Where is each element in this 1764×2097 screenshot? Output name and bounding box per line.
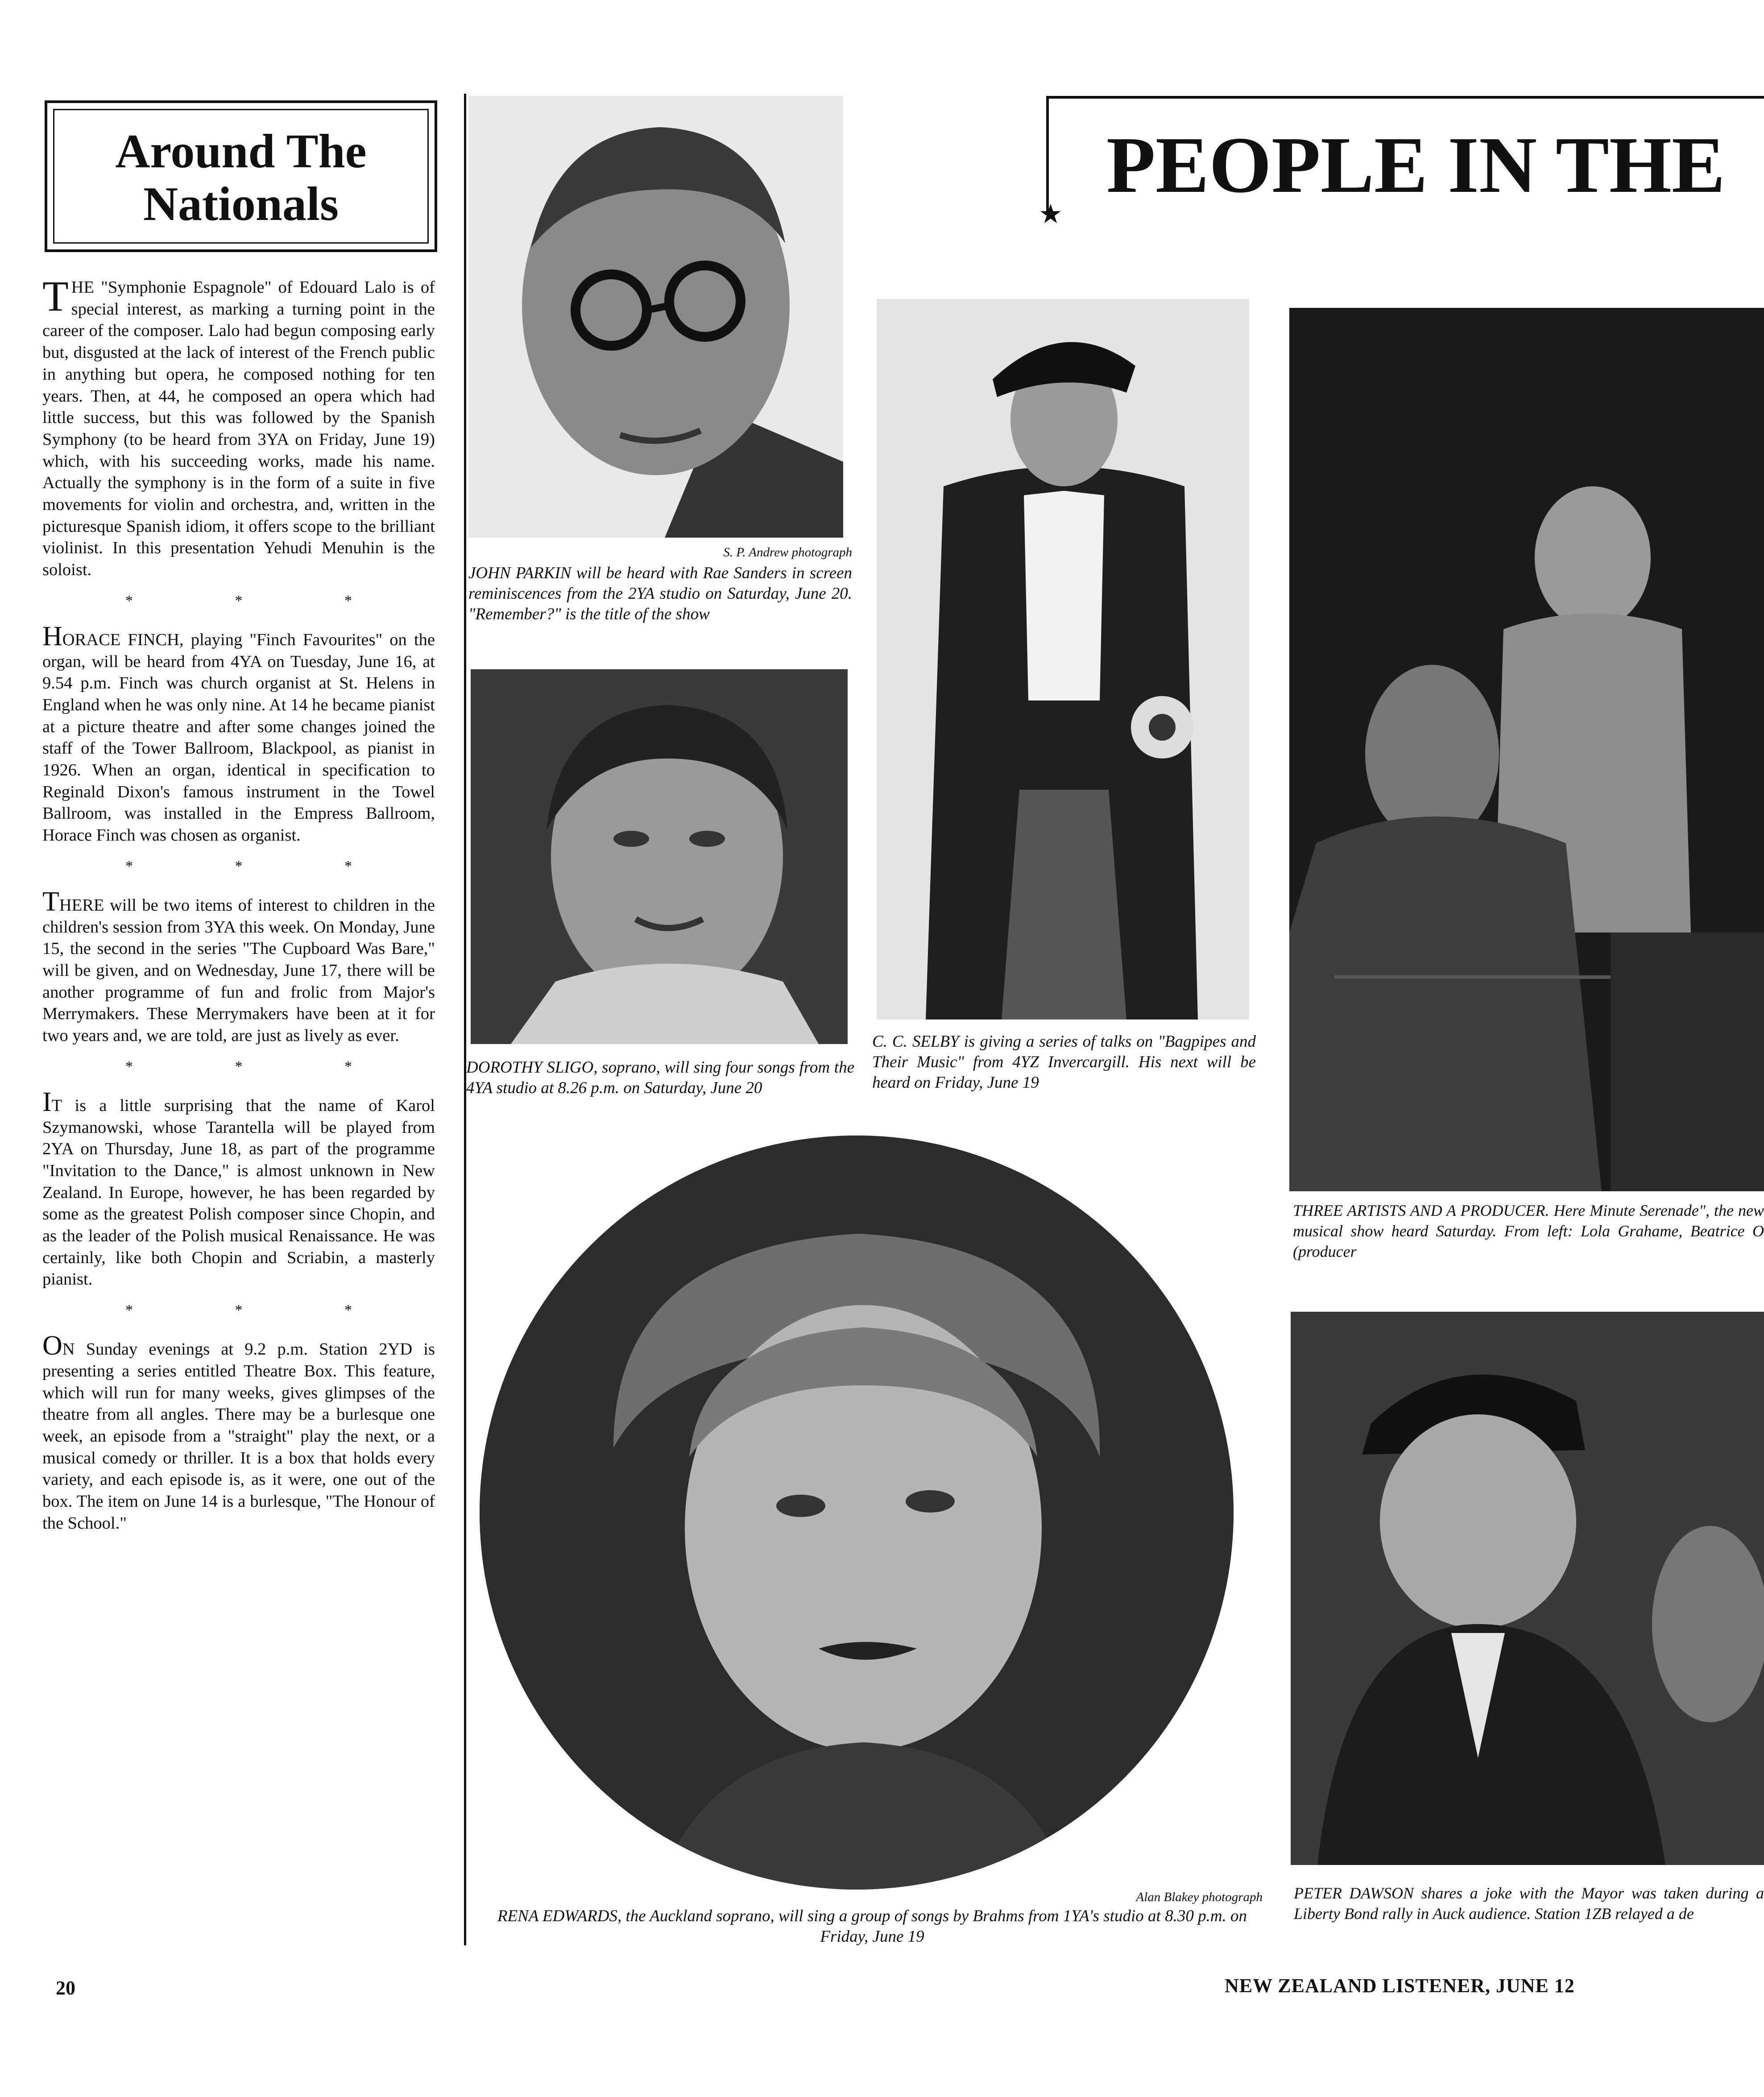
dorothy-sligo-photo xyxy=(471,669,848,1044)
article-paragraph xyxy=(42,886,435,1047)
paragraph-text: ORACE FINCH, playing "Finch Favourites" on the organ, will be heard from 4YA on Tuesday, June 16, at 9.54 p.m. Finch was church organist at St. Helens in England when he was only nine. At 14 he became pianist at a picture theatre and after some changes joined the staff of the Tower Ballroom, Blackpool, as pianist in 1926. When an organ, identical in specification to Reginald Dixon's famous instrument in the Towel Ballroom, was installed in the Empress Ballroom, Horace Finch was chosen as organist. xyxy=(42,630,435,845)
column-title-line1: Around The xyxy=(115,125,367,178)
three-artists-photo xyxy=(1289,308,1764,1191)
paragraph-text: T is a little surprising that the name of Karol Szymanowski, whose Tarantella will be played from 2YA on Thursday, June 18, as part of the programme "Invitation to the Dance," is almost unknown in New Zealand. In Europe, however, he has been regarded by some as the greatest Polish composer since Chopin, and as the leader of the Polish musical Renaissance. He was certainly, like both Chopin and Scriabin, a masterly pianist. xyxy=(42,1096,435,1289)
paragraph-text: HE "Symphonie Espagnole" of Edouard Lalo is of special interest, as marking a turning point in the career of the composer. Lalo had begun composing early but, disgusted at the lack of interest of the French public in anything but opera, he composed nothing for ten years. Then, at 44, he composed an opera which had little success, but this was followed by the Spanish Symphony (to be heard from 3YA on Friday, June 19) which, with his succeeding works, made his name. Actually the symphony is in the form of a suite in five movements for violin and orchestra, and, written in the picturesque Spanish idiom, it offers scope to the brilliant violinist. In this presentation Yehudi Menuhin is the soloist. xyxy=(42,278,435,580)
photo-credit: Alan Blakey photograph xyxy=(1136,1890,1263,1904)
rena-edwards-caption: RENA EDWARDS, the Auckland soprano, will sing a group of songs by Brahms from 1YA's studio at 8.30 p.m. on Friday, June 19 xyxy=(497,1907,1247,1946)
separator: * * * xyxy=(125,1058,401,1075)
initial-cap: T xyxy=(42,886,59,917)
page-number: 20 xyxy=(56,1977,75,1999)
initial-cap: H xyxy=(42,621,62,651)
cc-selby-photo xyxy=(877,299,1249,1019)
column-title-line2: Nationals xyxy=(143,178,339,231)
cc-selby-caption: C. C. SELBY is giving a series of talks on "Bagpipes and Their Music" from 4YZ Invercargill. His next will be heard on Friday, June 19 xyxy=(872,1032,1256,1092)
paragraph-text: HERE will be two items of interest to children in the children's session from 3YA this week. On Monday, June 15, the second in the series "The Cupboard Was Bare," will be given, and on Wednesday, June 17, there will be another programme of fun and frolic from Major's Merrymakers. These Merrymakers have been at it for two years and, we are told, are just as lively as ever. xyxy=(42,895,435,1045)
article-paragraph xyxy=(42,1086,435,1290)
three-artists-caption: THREE ARTISTS AND A PRODUCER. Here Minute Serenade", the new musical show heard Saturday. From left: Lola Grahame, Beatrice O (producer xyxy=(1293,1202,1764,1260)
separator: * * * xyxy=(125,858,401,874)
article-paragraph xyxy=(42,272,435,581)
paragraph-text: N Sunday evenings at 9.2 p.m. Station 2YD is presenting a series entitled Theatre Box. This feature, which will run for many weeks, gives glimpses of the theatre from all angles. There may be a burlesque one week, an episode from a "straight" play the next, or a musical comedy or thriller. It is a box that holds every variety, and each episode is, as it were, one out of the box. The item on June 14 is a burlesque, "The Honour of the School." xyxy=(42,1340,435,1533)
column-title-box xyxy=(45,100,437,252)
separator: * * * xyxy=(125,1302,401,1319)
rena-edwards-photo xyxy=(480,1136,1234,1890)
john-parkin-caption: JOHN PARKIN will be heard with Rae Sanders in screen reminiscences from the 2YA studio on Saturday, June 20. "Remember?" is the title of the show xyxy=(468,564,852,623)
photo-credit: S. P. Andrew photograph xyxy=(723,545,852,559)
publication-footer: NEW ZEALAND LISTENER, JUNE 12 xyxy=(1225,1975,1575,1997)
around-the-nationals-column xyxy=(42,272,435,1534)
separator: * * * xyxy=(125,592,401,609)
column-rule xyxy=(464,94,466,1945)
article-paragraph xyxy=(42,621,435,846)
peter-dawson-photo xyxy=(1291,1312,1764,1865)
dorothy-sligo-caption: DOROTHY SLIGO, soprano, will sing four songs from the 4YA studio at 8.26 p.m. on Saturday, June 20 xyxy=(466,1058,854,1097)
initial-cap: I xyxy=(42,1086,52,1117)
drop-cap: T xyxy=(42,272,69,320)
initial-cap: O xyxy=(42,1330,62,1361)
star-icon: ★ xyxy=(1039,199,1063,229)
article-paragraph xyxy=(42,1330,435,1534)
john-parkin-photo xyxy=(468,96,843,538)
peter-dawson-caption: PETER DAWSON shares a joke with the Mayor was taken during a Liberty Bond rally in Auck audience. Station 1ZB relayed a de xyxy=(1294,1884,1764,1923)
section-headline: PEOPLE IN THE xyxy=(1106,120,1726,209)
